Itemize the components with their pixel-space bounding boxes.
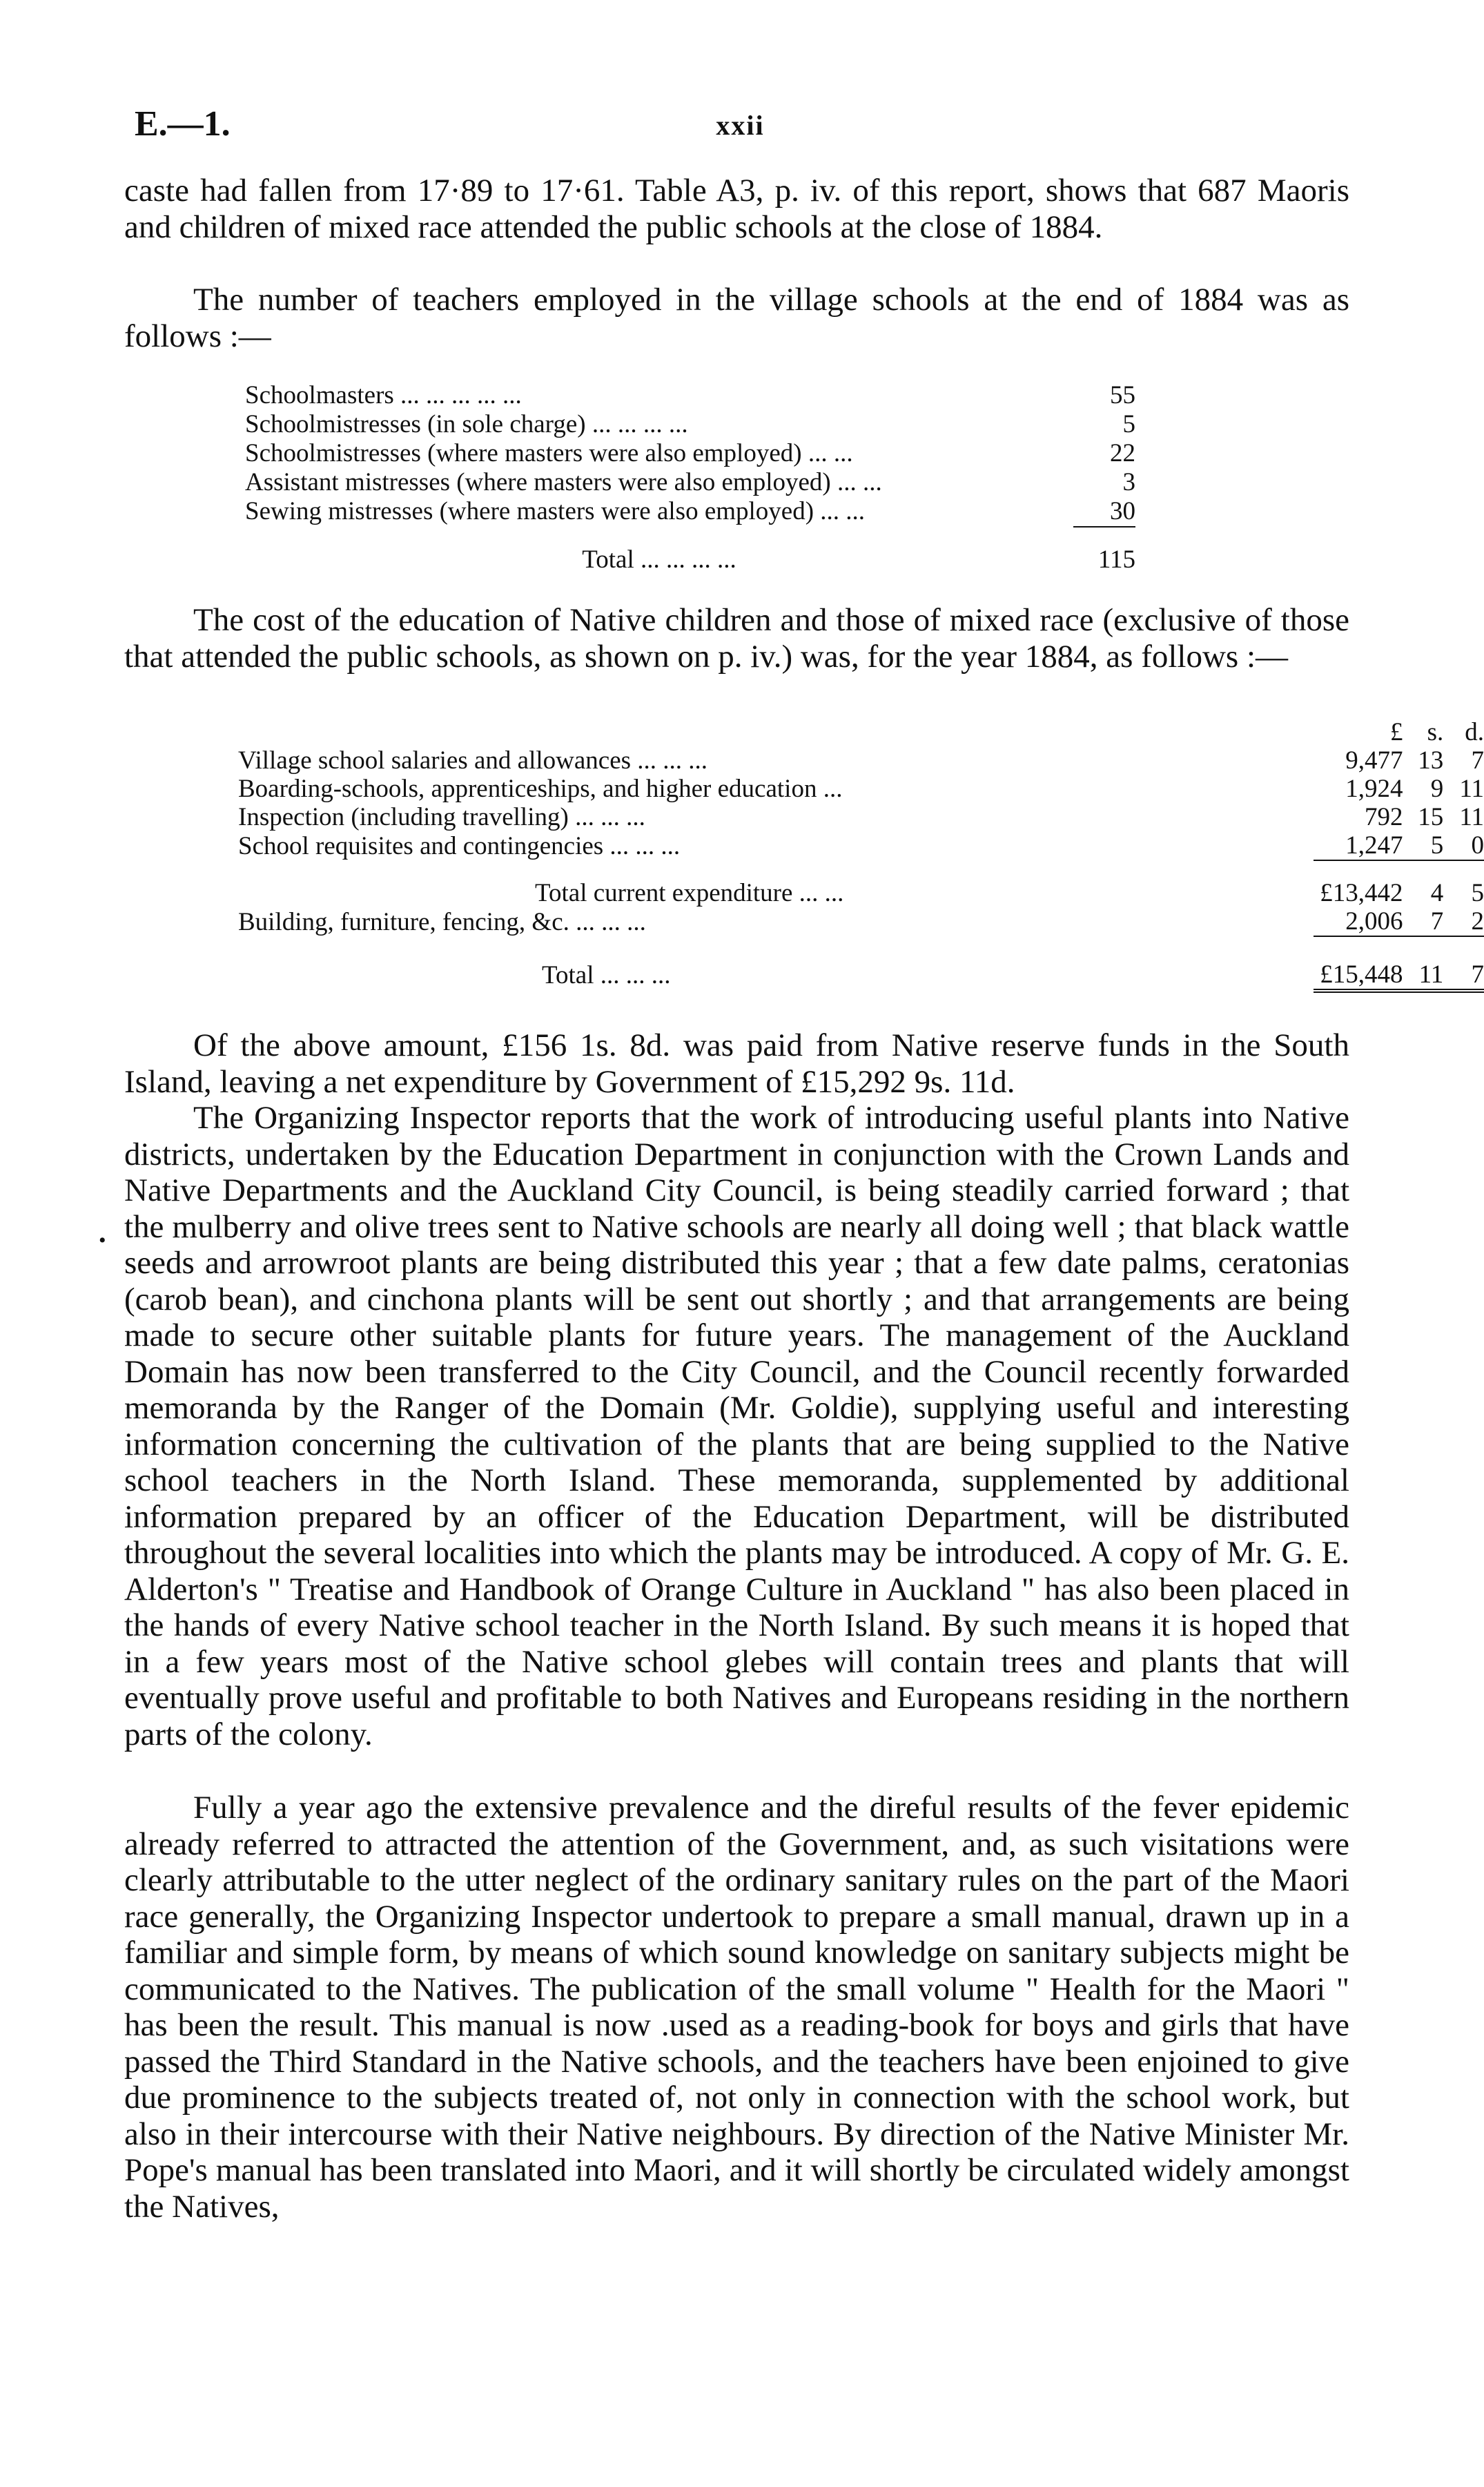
total-pence: 7 [1443, 936, 1484, 991]
row-label: Schoolmasters ... ... ... ... ... [245, 381, 522, 409]
pence-value: 0 [1471, 831, 1484, 860]
total-label: Total ... ... ... ... [582, 545, 736, 574]
row-label: Boarding-schools, apprenticeships, and higher education ... [238, 775, 843, 803]
paragraph-reserve-funds: Of the above amount, £156 1s. 8d. was paid from Native reserve funds in the South Island, leaving a net expenditure by Government of £15,292 9s. 11d. [124, 1027, 1349, 1100]
total-pounds: £15,448 [1314, 936, 1403, 991]
pence-value: 11 [1459, 803, 1484, 831]
subtotal-label: Total current expenditure ... ... [535, 878, 844, 907]
row-label: Assistant mistresses (where masters were also employed) ... ... [245, 468, 882, 496]
shillings-value: 9 [1430, 775, 1444, 803]
column-headers [238, 718, 1484, 746]
shillings-header: s. [1427, 718, 1444, 746]
pence-header: d. [1465, 718, 1484, 746]
paragraph-teachers-intro: The number of teachers employed in the village schools at the end of 1884 was as follows :— [124, 282, 1349, 354]
pounds-value: 9,477 [1345, 746, 1403, 775]
total-shillings: 11 [1403, 936, 1443, 991]
subtotal-row [238, 860, 1484, 907]
document-reference: E.—1. [135, 104, 231, 144]
shillings-value: 7 [1430, 907, 1444, 936]
paragraph-health-manual: Fully a year ago the extensive prevalence and the direful results of the fever epidemic already referred to attracted the attention of the Government, and, as such visitations were clearly attributable to the utter neglect of the ordinary sanitary rules on the part of the Maori race generally, the Organizing Inspector undertook to prepare a small manual, drawn up in a familiar and simple form, by means of which sound knowledge on sanitary subjects might be communicated to the Natives. The publication of the small volume " Health for the Maori " has been the result. This manual is now .used as a reading-book for boys and girls that have passed the Third Standard in the Native schools, and the teachers have been enjoined to give due prominence to the subjects treated of, not only in connection with the school work, but also in their intercourse with their Native neighbours. By direction of the Native Minister Mr. Pope's manual has been translated into Maori, and it will shortly be circulated widely amongst the Natives, [124, 1790, 1349, 2225]
table-row [238, 907, 1484, 936]
total-label: Total ... ... ... [542, 961, 671, 989]
pence-value: 11 [1459, 775, 1484, 803]
table-row [238, 803, 1484, 831]
pence-value: 2 [1471, 907, 1484, 936]
total-row [245, 527, 1135, 576]
row-label: Schoolmistresses (in sole charge) ... ... ... ... [245, 410, 688, 438]
table-row [245, 468, 1135, 497]
table-row [245, 439, 1135, 468]
pounds-value: 2,006 [1345, 907, 1403, 936]
table-row [238, 775, 1484, 803]
row-value: 55 [1110, 381, 1135, 409]
row-label: Village school salaries and allowances ... ... ... [238, 746, 708, 775]
row-value: 22 [1110, 439, 1135, 467]
paragraph-caste: caste had fallen from 17·89 to 17·61. Table A3, p. iv. of this report, shows that 687 Maoris and children of mixed race attended the public schools at the close of 1884. [124, 173, 1349, 245]
row-label: School requisites and contingencies ... ... ... [238, 831, 681, 860]
paragraph-cost-intro: The cost of the education of Native children and those of mixed race (exclusive of those that attended the public schools, as shown on p. iv.) was, for the year 1884, as follows :— [124, 602, 1349, 675]
row-value: 30 [1110, 497, 1135, 525]
pounds-header: £ [1389, 718, 1403, 746]
margin-mark: • [99, 1229, 106, 1252]
page-number: xxii [716, 110, 765, 141]
shillings-value: 13 [1418, 746, 1444, 775]
cost-table [238, 718, 1484, 993]
table-row [238, 746, 1484, 775]
row-value: 3 [1122, 468, 1135, 496]
pounds-value: 1,247 [1345, 831, 1403, 860]
pounds-value: 1,924 [1345, 775, 1403, 803]
subtotal-shillings: 4 [1403, 860, 1443, 907]
paragraph-plants: The Organizing Inspector reports that the work of introducing useful plants into Native districts, undertaken by the Education Department in conjunction with the Crown Lands and Native Departments and the Auckland City Council, is being steadily carried forward ; that the mulberry and olive trees sent to Native schools are nearly all doing well ; that black wattle seeds and arrowroot plants are being distributed this year ; that a few date palms, ceratonias (carob bean), and cinchona plants will be sent out shortly ; and that arrangements are being made to secure other suitable plants for future years. The management of the Auckland Domain has now been transferred to the City Council, and the Council recently forwarded memoranda by the Ranger of the Domain (Mr. Goldie), supplying useful and interesting information concerning the cultivation of the plants that are being supplied to the Native school teachers in the North Island. These memoranda, supplemented by additional information prepared by an officer of the Education Department, will be distributed throughout the several localities into which the plants may be introduced. A copy of Mr. G. E. Alderton's " Treatise and Handbook of Orange Culture in Auckland " has also been placed in the hands of every Native school teacher in the North Island. By such means it is hoped that in a few years most of the Native school glebes will contain trees and plants that will eventually prove useful and profitable to both Natives and Europeans residing in the northern parts of the colony. [124, 1100, 1349, 1752]
table-row [245, 410, 1135, 439]
total-value: 115 [1073, 527, 1135, 576]
row-label: Sewing mistresses (where masters were also employed) ... ... [245, 497, 866, 525]
pence-value: 7 [1471, 746, 1484, 775]
teachers-table [245, 381, 1135, 576]
shillings-value: 5 [1430, 831, 1444, 860]
subtotal-pence: 5 [1443, 860, 1484, 907]
table-row [238, 831, 1484, 860]
page-header [135, 104, 1346, 145]
row-label: Schoolmistresses (where masters were also employed) ... ... [245, 439, 853, 467]
table-row [245, 497, 1135, 527]
total-row [238, 936, 1484, 991]
shillings-value: 15 [1418, 803, 1444, 831]
row-value: 5 [1122, 410, 1135, 438]
table-row [245, 381, 1135, 410]
subtotal-pounds: £13,442 [1314, 860, 1403, 907]
pounds-value: 792 [1364, 803, 1403, 831]
row-label: Building, furniture, fencing, &c. ... ... ... [238, 907, 646, 936]
row-label: Inspection (including travelling) ... ... ... [238, 803, 645, 831]
